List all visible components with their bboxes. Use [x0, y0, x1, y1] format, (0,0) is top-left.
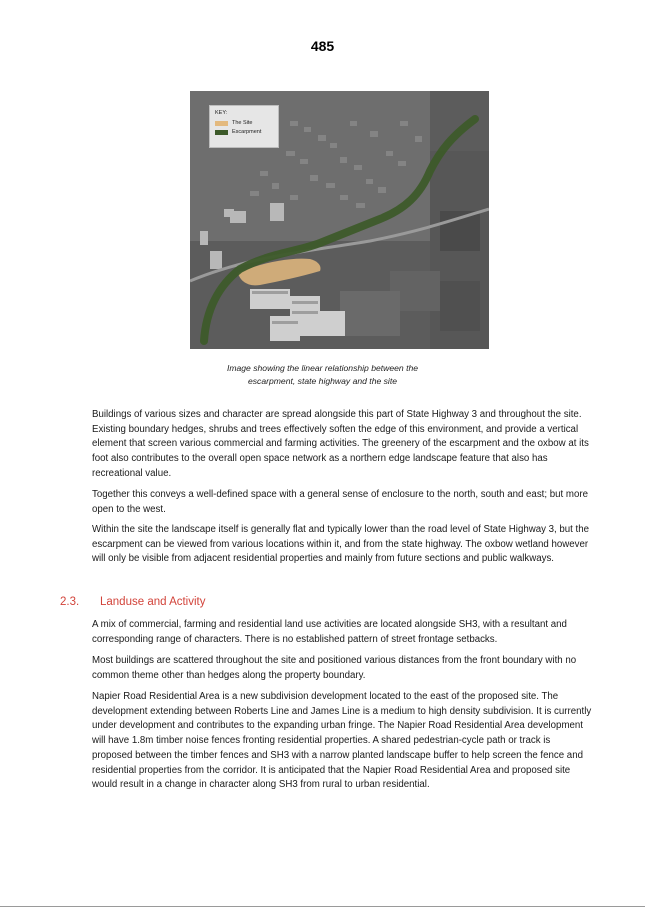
key-label-escarpment: Escarpment — [232, 129, 262, 135]
aerial-photo-figure — [190, 91, 489, 349]
section-heading — [60, 596, 206, 608]
page-number: 485 — [310, 38, 335, 54]
section-title: Landuse and Activity — [100, 596, 206, 608]
escarpment-swatch — [215, 130, 228, 135]
caption-line-1: Image showing the linear relationship between the — [226, 363, 419, 373]
paragraph-napier-road: Napier Road Residential Area is a new subdivision development located to the east of the proposed site. The development extending between Roberts Line and James Line is a medium to high density subdivision. It is currently under development and contributes to the expanding urban fringe. The Napier Road Residential Area development will have 1.8m timber noise fences fronting residential properties. A shared pedestrian-cycle path or track is proposed between the timber fences and SH3 with a narrow planted landscape buffer to help screen the fence and residential properties from the corridor. It is anticipated that the Napier Road Residential Area and proposed site would result in a change in character along SH3 from rural to urban residential. — [92, 691, 592, 791]
key-label-site: The Site — [232, 120, 253, 126]
map-key — [209, 105, 279, 148]
key-row-site — [215, 120, 273, 126]
paragraph-landuse-mix: A mix of commercial, farming and residential land use activities are located alongside SH3, with a resultant and corresponding range of characters. There is no established pattern of street frontage setbacks. — [92, 619, 567, 645]
paragraph-buildings: Buildings of various sizes and character are spread alongside this part of State Highway 3 and throughout the site. Existing boundary hedges, shrubs and trees effectively soften the edge of this environment, and provide a vertical element that screen various commercial and farming activities. The greenery of the escarpment and the oxbow at its foot also contributes to the overall open space network as a northern edge landscape feature that also has recreational value. — [92, 409, 589, 479]
paragraph-enclosure: Together this conveys a well-defined space with a general sense of enclosure to the north, south and east; but more open to the west. — [92, 489, 588, 515]
key-row-escarpment — [215, 129, 273, 135]
figure-caption — [200, 362, 445, 388]
paragraph-landscape: Within the site the landscape itself is generally flat and typically lower than the road level of State Highway 3, but the escarpment can be viewed from various locations within it, and from the state highway. The oxbow wetland however will only be visible from adjacent residential properties and mainly from future sections and public walkways. — [92, 524, 590, 565]
paragraph-scattered-buildings: Most buildings are scattered throughout the site and positioned various distances from the front boundary with no common theme other than hedges along the property boundary. — [92, 655, 577, 681]
map-key-title: KEY: — [215, 110, 228, 116]
section-number: 2.3. — [60, 596, 80, 608]
page-bottom-rule — [0, 906, 645, 907]
caption-line-2: escarpment, state highway and the site — [247, 376, 398, 386]
site-swatch — [215, 121, 228, 126]
